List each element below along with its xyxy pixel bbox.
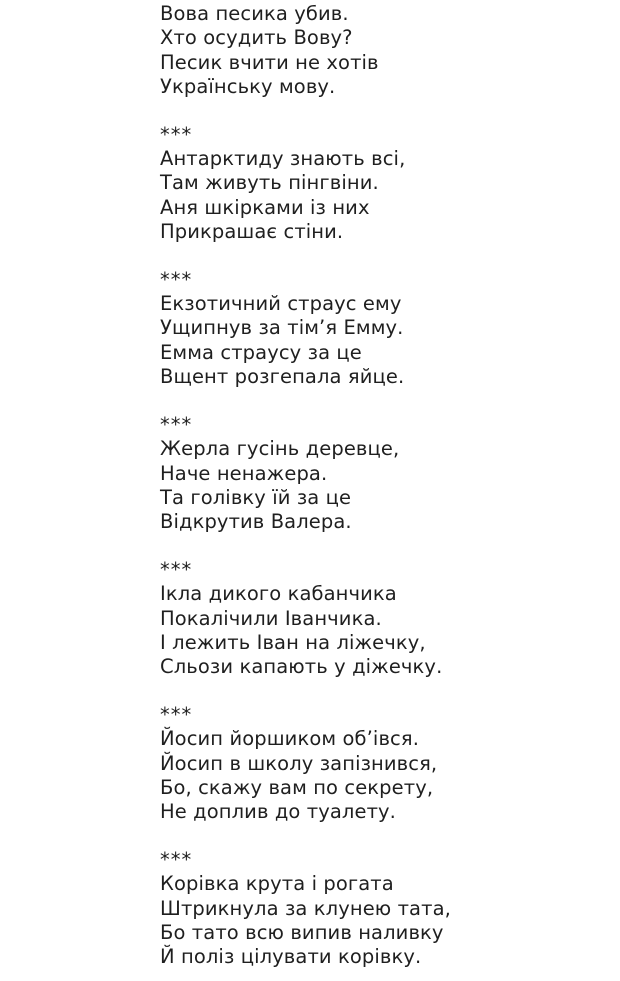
poem-line: Вова песика убив. (160, 2, 349, 25)
poem-line: І лежить Іван на ліжечку, (160, 630, 426, 654)
poem-line: Сльози капають у діжечку. (160, 655, 443, 679)
poem-line: Йосип йоршиком об’івся. (160, 727, 419, 751)
stanza-5 (160, 582, 600, 680)
poem-line: Не доплив до туалету. (160, 800, 396, 824)
poem-line: Емма страусу за це (160, 340, 362, 364)
stanza-separator: *** (160, 702, 193, 726)
poem-line: Прикрашає стіни. (160, 220, 344, 244)
poem-line: Й поліз цілувати корівку. (160, 945, 422, 969)
poem-line: Корівка крута і рогата (160, 872, 394, 896)
poem-line: Ущипнув за тім’я Емму. (160, 316, 404, 340)
poem-line: Українську мову. (160, 75, 336, 99)
poem-line: Антарктиду знають всі, (160, 147, 406, 171)
poem-line: Та голівку їй за це (160, 485, 352, 509)
poem-line: Хто осудить Вову? (160, 26, 353, 50)
stanza-separator: *** (160, 557, 193, 581)
poem-line: Песик вчити не хотів (160, 50, 379, 74)
poem-line: Штрикнула за клунею тата, (160, 896, 451, 920)
stanza-6 (160, 727, 600, 825)
poem-line: Ікла дикого кабанчика (160, 582, 397, 606)
poem-line: Бо тато всю випив наливку (160, 921, 444, 944)
poem-line: Йосип в школу запізнився, (160, 751, 438, 775)
poem-line: Там живуть пінгвіни. (160, 171, 379, 195)
stanza-separator: *** (160, 122, 193, 146)
stanza-3 (160, 292, 600, 390)
poem-line: Наче ненажера. (160, 461, 328, 485)
stanza-separator: *** (160, 412, 193, 436)
stanza-2 (160, 147, 600, 245)
poem-line: Бо, скажу вам по секрету, (160, 775, 434, 799)
poem-line: Жерла гусінь деревце, (160, 437, 400, 461)
poem-line: Екзотичний страус ему (160, 292, 402, 316)
poem-line: Покалічили Іванчика. (160, 606, 382, 630)
poem-line: Вщент розгепала яйце. (160, 365, 405, 389)
stanza-4 (160, 437, 600, 535)
poem-text (160, 2, 600, 970)
stanza-7 (160, 872, 600, 970)
poem-line: Аня шкірками із них (160, 195, 370, 219)
poem-line: Відкрутив Валера. (160, 510, 352, 534)
stanza-1 (160, 2, 600, 100)
stanza-separator: *** (160, 847, 193, 871)
stanza-separator: *** (160, 267, 193, 291)
